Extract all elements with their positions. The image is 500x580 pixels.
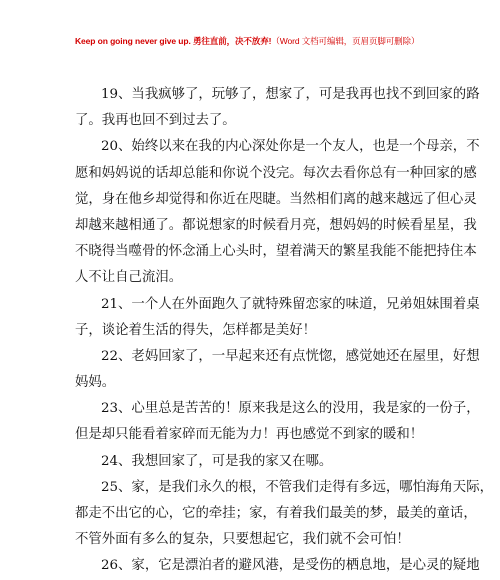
text-line: 20、始终以来在我的内心深处你是一个友人，也是一个母亲，不 — [101, 139, 480, 155]
text-line: 但是却只能看着家碎而无能为力！再也感觉不到家的暖和！ — [75, 427, 424, 443]
text-line: 觉，身在他乡却觉得和你近在咫睫。当然相们离的越来越远了但心灵 — [75, 191, 477, 207]
text-line: 人不让自己流泪。 — [75, 270, 183, 286]
text-line: 25、家，是我们永久的根，不管我们走得有多远，哪怕海角天际， — [101, 479, 493, 495]
text-line: 却越来越相通了。都说想家的时候看月亮，想妈妈的时候看星星，我 — [75, 217, 477, 233]
text-line: 26、家，它是漂泊者的避风港，是受伤的栖息地，是心灵的疑地 — [101, 558, 480, 574]
text-line: 22、老妈回家了，一早起来还有点恍惚，感觉她还在屋里，好想 — [101, 348, 480, 364]
text-line: 都走不出它的心，它的牵挂；家，有着我们最美的梦，最美的童话， — [75, 506, 477, 521]
text-line: 23、心里总是苦苦的！原来我是这么的没用，我是家的一份子， — [101, 401, 480, 417]
text-line: 子，谈论着生活的得失，怎样都是美好！ — [75, 322, 317, 338]
header-slogan: Keep on going never give up. 勇往直前，决不放弃! — [75, 36, 272, 46]
text-line: 24、我想回家了，可是我的家又在哪。 — [101, 453, 333, 469]
text-line: 21、一个人在外面跑久了就特殊留恋家的味道，兄弟姐妹围着桌 — [101, 296, 480, 312]
text-line: 不晓得当噬骨的怀念涌上心头时，望着满天的繁星我能不能把持住本 — [75, 244, 477, 260]
text-line: 愿和妈妈说的话却总能和你说个没完。每次去看你总有一种回家的感 — [75, 165, 477, 181]
text-line: 不管外面有多么的复杂，只要想起它，我们就不会可怕！ — [75, 532, 410, 548]
text-line: 了。我再也回不到过去了。 — [75, 113, 236, 129]
text-line: 19、当我疯够了，玩够了，想家了，可是我再也找不到回家的路 — [101, 87, 480, 102]
text-line: 妈妈。 — [75, 375, 116, 391]
document-body — [75, 82, 493, 580]
header-note: （Word 文档可编辑，页眉页脚可删除） — [271, 36, 420, 46]
page-header — [75, 35, 419, 47]
